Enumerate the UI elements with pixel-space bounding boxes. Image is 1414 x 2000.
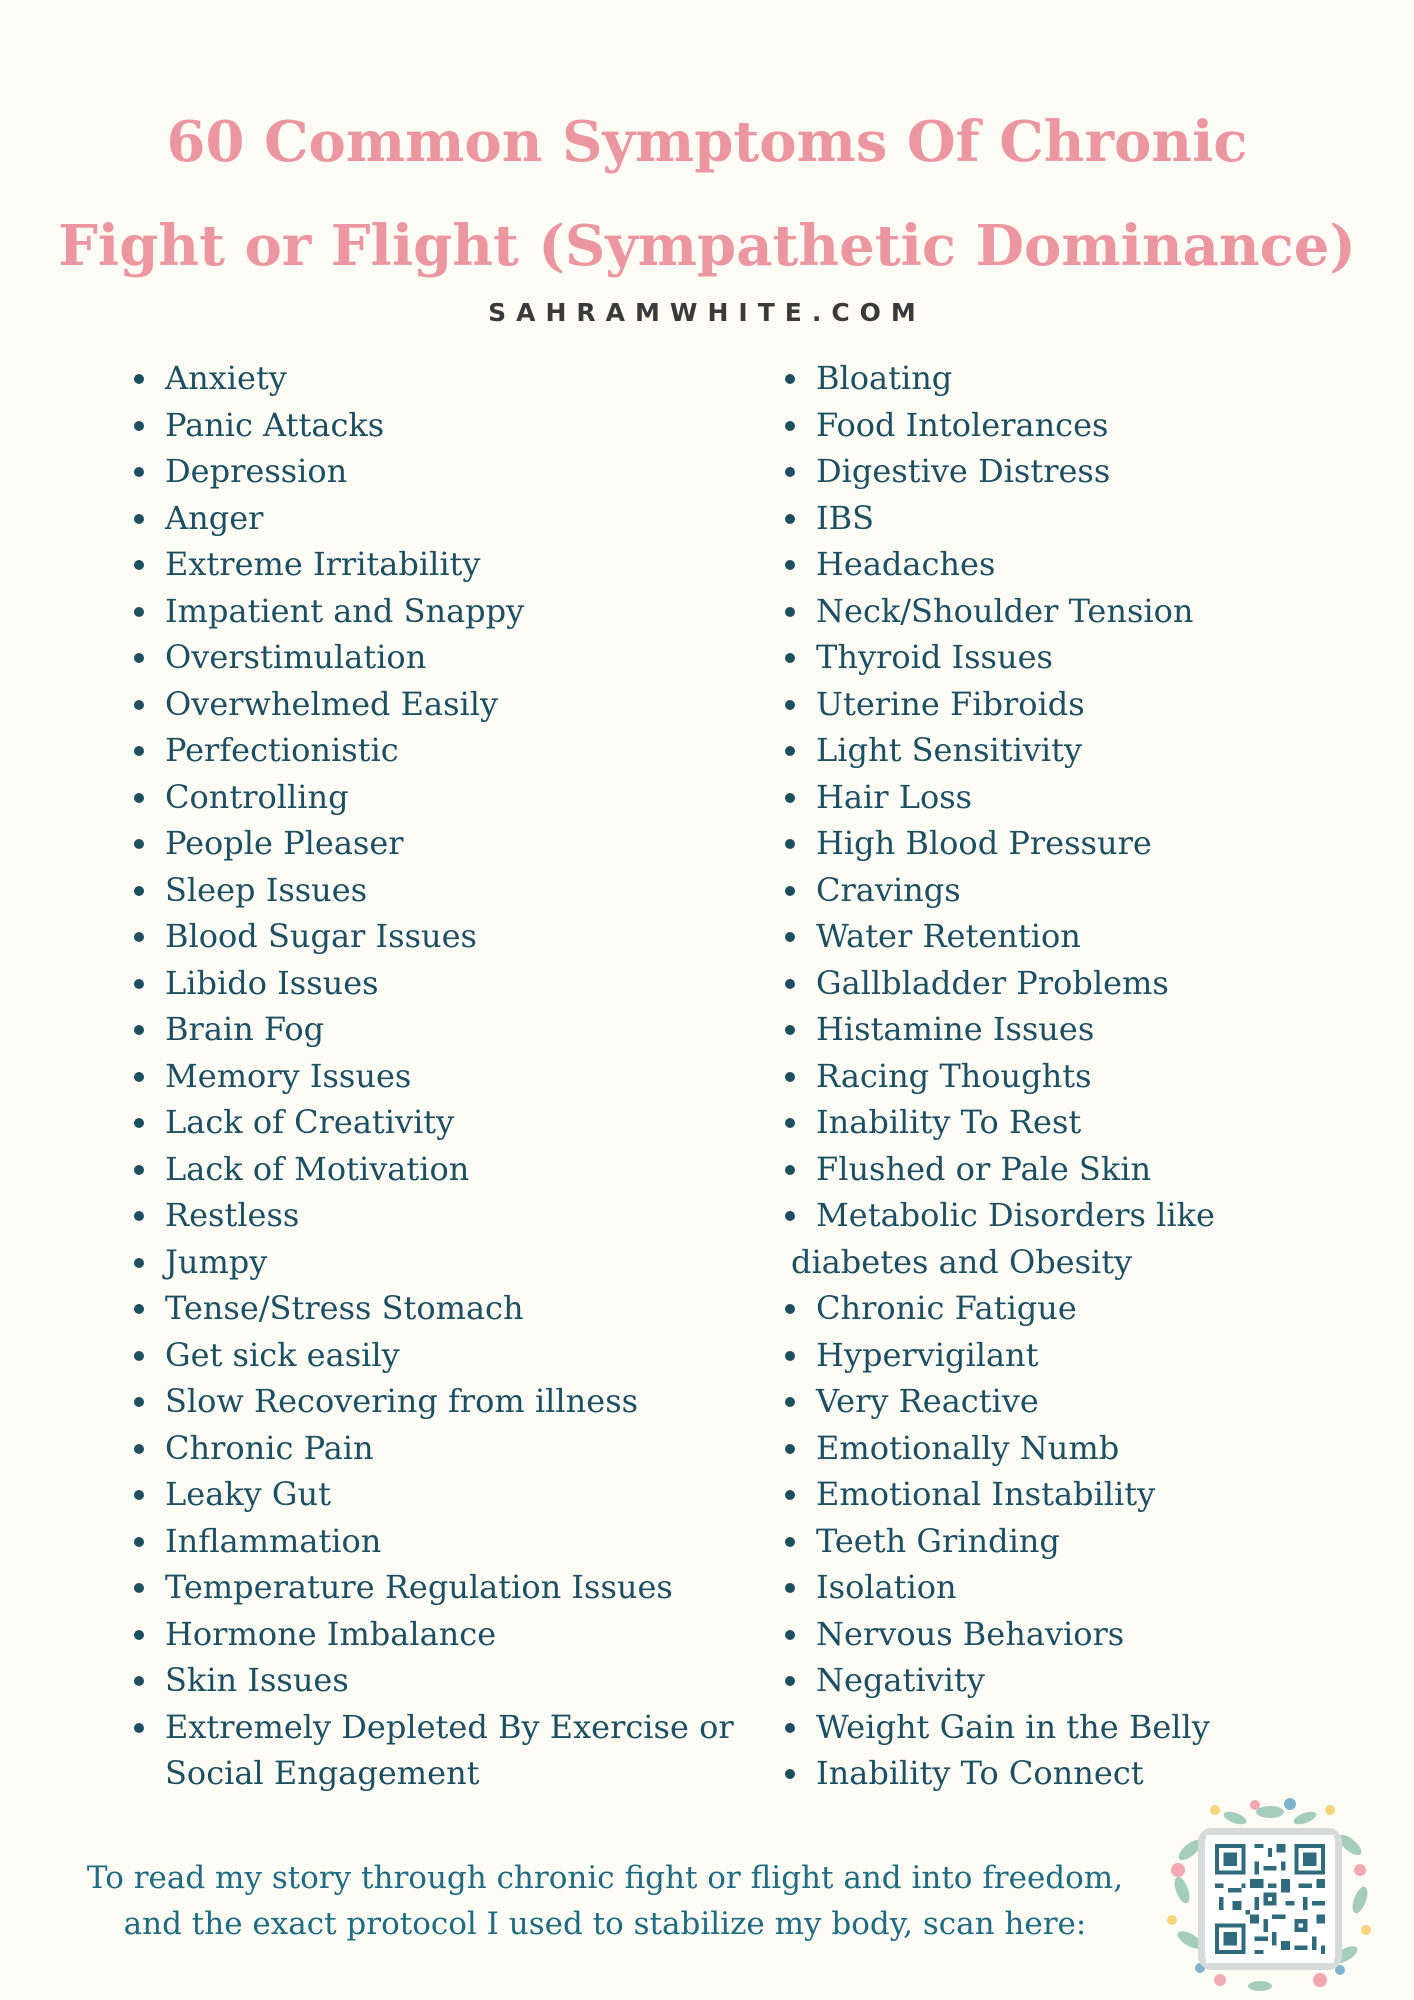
list-item: Flushed or Pale Skin [781,1146,1401,1193]
list-item: Neck/Shoulder Tension [781,588,1401,635]
list-item: Emotionally Numb [781,1425,1401,1472]
list-item: Get sick easily [130,1332,770,1379]
list-item: Lack of Creativity [130,1099,770,1146]
list-item: Extreme Irritability [130,541,770,588]
list-item-line-2: diabetes and Obesity [791,1242,1133,1281]
list-item: Leaky Gut [130,1471,770,1518]
list-item: Memory Issues [130,1053,770,1100]
list-item: Overstimulation [130,634,770,681]
list-item: Hypervigilant [781,1332,1401,1379]
footer-text [40,1855,1170,1947]
list-item: Anger [130,495,770,542]
list-item: Light Sensitivity [781,727,1401,774]
list-item: Tense/Stress Stomach [130,1285,770,1332]
list-item: People Pleaser [130,820,770,867]
list-item: IBS [781,495,1401,542]
list-item: Libido Issues [130,960,770,1007]
list-item: Food Intolerances [781,402,1401,449]
list-item: Anxiety [130,355,770,402]
list-item: Inability To Connect [781,1750,1401,1797]
list-item: Emotional Instability [781,1471,1401,1518]
list-item: Inflammation [130,1518,770,1565]
list-item: Chronic Pain [130,1425,770,1472]
list-item: Depression [130,448,770,495]
footer-line-1: To read my story through chronic fight or flight and into freedom, [86,1860,1124,1896]
list-item: Bloating [781,355,1401,402]
list-item: Jumpy [130,1239,770,1286]
list-item: Panic Attacks [130,402,770,449]
list-item: Negativity [781,1657,1401,1704]
list-item: Water Retention [781,913,1401,960]
site-name: SAHRAMWHITE.COM [488,298,926,327]
list-item-line-2: Social Engagement [165,1754,480,1792]
qr-frame [1198,1828,1342,1970]
list-item: Restless [130,1192,770,1239]
list-item: High Blood Pressure [781,820,1401,867]
title-line-1: 60 Common Symptoms Of Chronic [166,109,1248,175]
list-item: Digestive Distress [781,448,1401,495]
list-item: Controlling [130,774,770,821]
list-item: Weight Gain in the Belly [781,1704,1401,1751]
list-item: Sleep Issues [130,867,770,914]
list-item: Isolation [781,1564,1401,1611]
list-item-line-1: Metabolic Disorders like [816,1196,1215,1234]
footer-line-2: and the exact protocol I used to stabilize my body, scan here: [123,1906,1087,1942]
list-item: Nervous Behaviors [781,1611,1401,1658]
list-item: Cravings [781,867,1401,914]
list-item: Racing Thoughts [781,1053,1401,1100]
symptom-list-right [781,355,1401,1797]
list-item: Histamine Issues [781,1006,1401,1053]
list-item: Blood Sugar Issues [130,913,770,960]
list-item: Perfectionistic [130,727,770,774]
list-item: Brain Fog [130,1006,770,1053]
list-item: Uterine Fibroids [781,681,1401,728]
qr-code-block[interactable] [1160,1790,1380,2000]
list-item-multiline [781,1192,1401,1285]
list-item: Impatient and Snappy [130,588,770,635]
list-item: Lack of Motivation [130,1146,770,1193]
symptom-list-left [130,355,770,1797]
list-item: Temperature Regulation Issues [130,1564,770,1611]
list-item: Teeth Grinding [781,1518,1401,1565]
list-item: Slow Recovering from illness [130,1378,770,1425]
list-item: Chronic Fatigue [781,1285,1401,1332]
list-item: Thyroid Issues [781,634,1401,681]
title-line-2: Fight or Flight (Sympathetic Dominance) [58,213,1356,279]
list-item: Headaches [781,541,1401,588]
list-item: Overwhelmed Easily [130,681,770,728]
page-title [0,90,1414,298]
list-item-line-1: Extremely Depleted By Exercise or [165,1707,734,1746]
list-item: Very Reactive [781,1378,1401,1425]
list-item: Inability To Rest [781,1099,1401,1146]
list-item-multiline [130,1704,770,1797]
list-item: Hair Loss [781,774,1401,821]
qr-code-icon [1205,1835,1335,1963]
list-item: Skin Issues [130,1657,770,1704]
list-item: Gallbladder Problems [781,960,1401,1007]
list-item: Hormone Imbalance [130,1611,770,1658]
